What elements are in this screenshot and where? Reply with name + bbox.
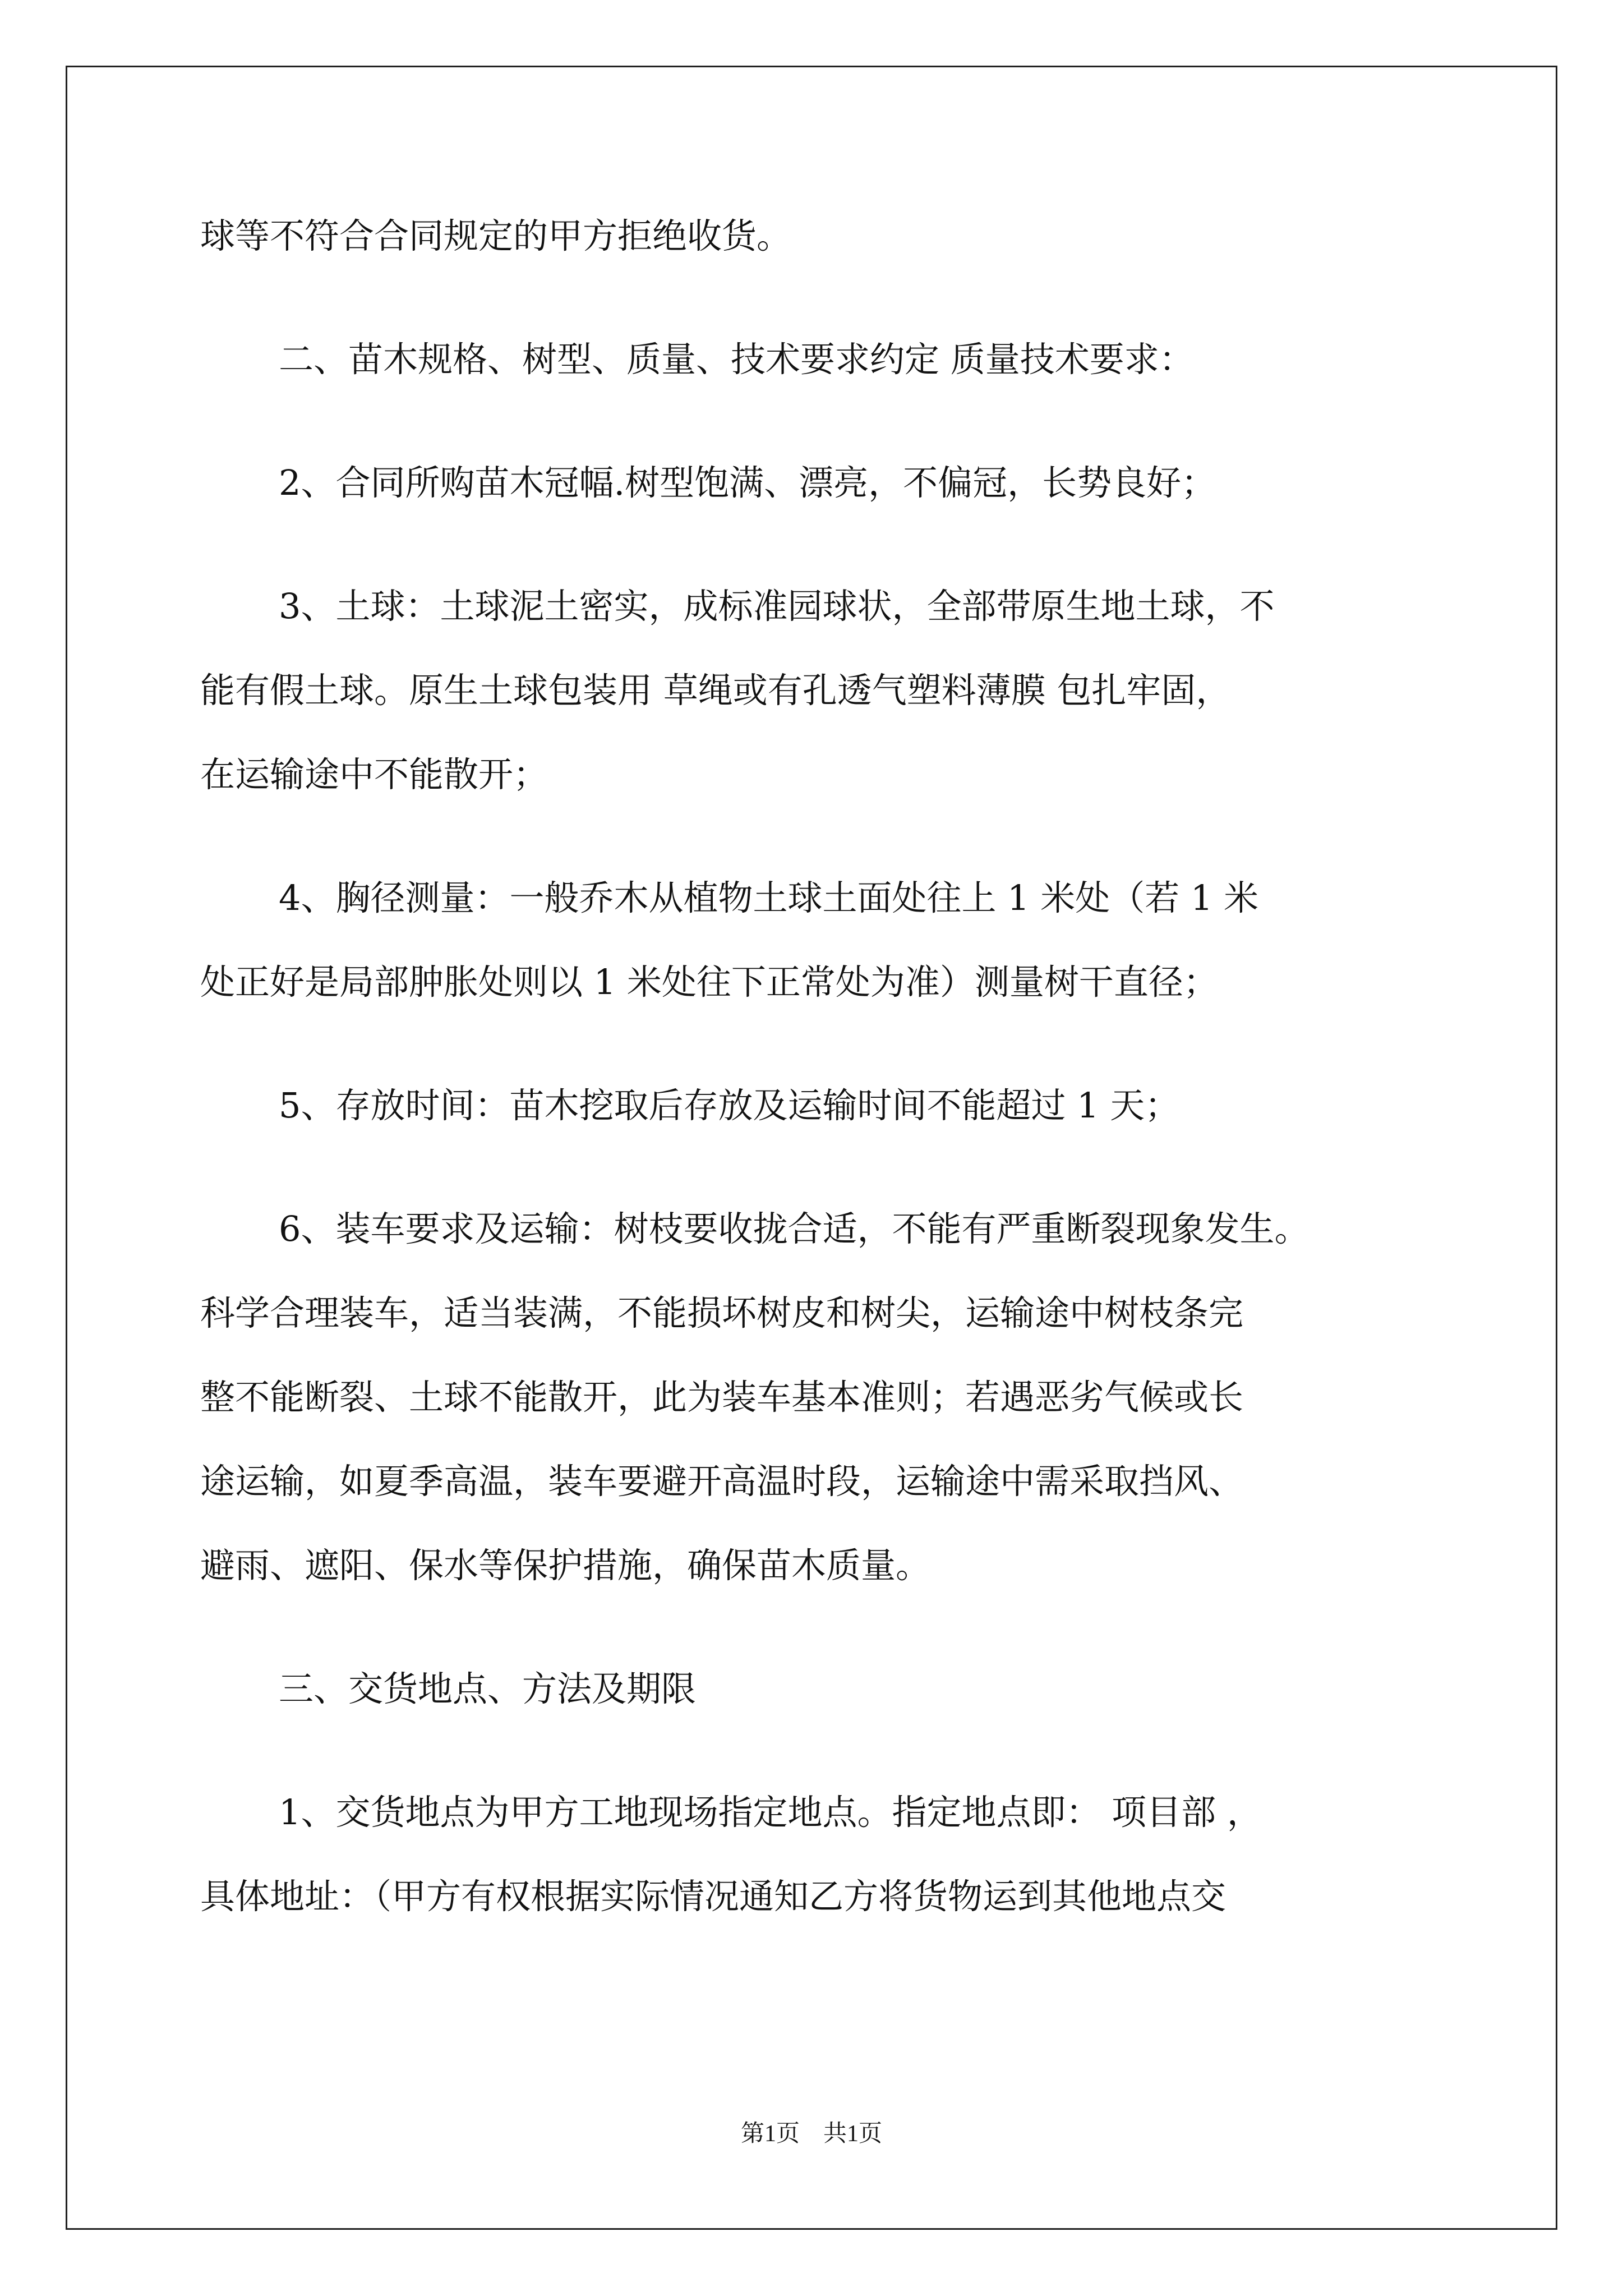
text-line-17: 具体地址：（甲方有权根据实际情况通知乙方将货物运到其他地点交: [200, 1876, 1227, 1917]
text-line-12: 整不能断裂、土球不能散开，此为装车基本准则；若遇恶劣气候或长: [200, 1377, 1244, 1418]
text-line-10: 6、装车要求及运输：树枝要收拢合适，不能有严重断裂现象发生。: [279, 1208, 1310, 1249]
text-line-2: 二、苗木规格、树型、质量、技术要求约定 质量技术要求：: [279, 339, 1194, 380]
text-line-14: 避雨、遮阳、保水等保护措施，确保苗木质量。: [200, 1545, 931, 1586]
text-line-16: 1、交货地点为甲方工地现场指定地点。指定地点即： 项目部 ，: [279, 1792, 1262, 1833]
text-line-15: 三、交货地点、方法及期限: [279, 1668, 697, 1709]
text-line-3: 2、合同所购苗木冠幅.树型饱满、漂亮，不偏冠，长势良好；: [279, 462, 1216, 503]
text-line-7: 4、胸径测量：一般乔木从植物土球土面处往上 1 米处（若 1 米: [279, 877, 1259, 918]
text-line-11: 科学合理装车，适当装满，不能损坏树皮和树尖，运输途中树枝条完: [200, 1292, 1244, 1333]
text-line-4: 3、土球：土球泥土密实，成标准园球状，全部带原生地土球，不: [279, 586, 1275, 627]
text-line-1: 球等不符合合同规定的甲方拒绝收货。: [200, 215, 792, 256]
text-line-9: 5、存放时间：苗木挖取后存放及运输时间不能超过 1 天；: [279, 1085, 1180, 1126]
text-line-8: 处正好是局部肿胀处则以 1 米处往下正常处为准）测量树干直径；: [200, 961, 1218, 1002]
page-number-footer: 第1页 共1页: [740, 2121, 882, 2147]
text-line-5: 能有假土球。原生土球包装用 草绳或有孔透气塑料薄膜 包扎牢固，: [200, 670, 1231, 711]
text-line-6: 在运输途中不能散开；: [200, 754, 548, 795]
text-line-13: 途运输，如夏季高温，装车要避开高温时段，运输途中需采取挡风、: [200, 1461, 1244, 1502]
